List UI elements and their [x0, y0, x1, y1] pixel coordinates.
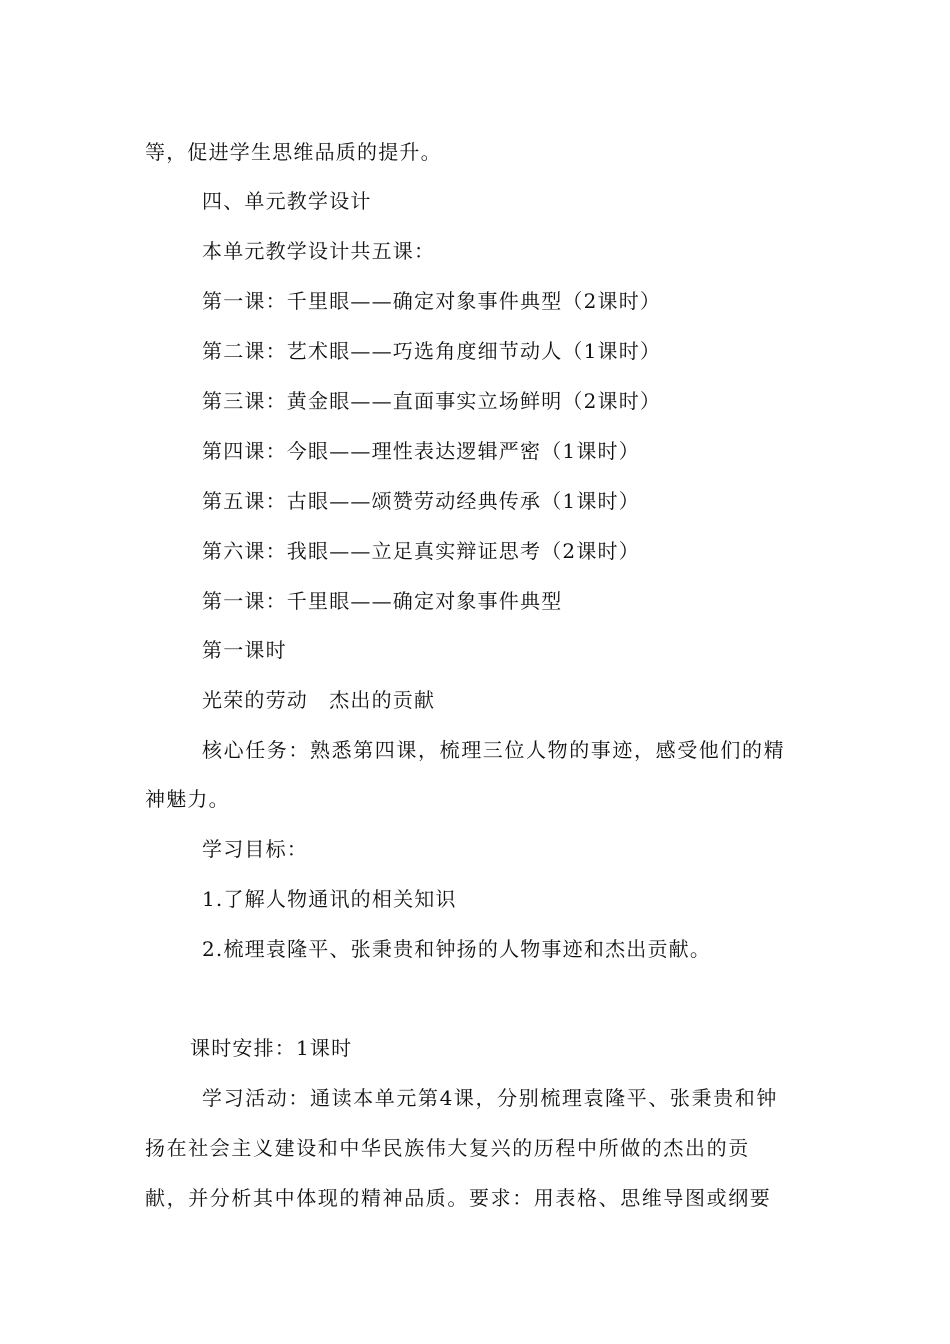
lesson-item-5: 第五课：古眼——颂赞劳动经典传承（1课时） [202, 489, 640, 513]
lesson-item-6: 第六课：我眼——立足真实辩证思考（2课时） [202, 539, 640, 563]
learning-activity-line-2: 扬在社会主义建设和中华民族伟大复兴的历程中所做的杰出的贡 [145, 1136, 750, 1160]
section-heading: 四、单元教学设计 [202, 189, 372, 213]
learning-goals-heading: 学习目标： [202, 837, 308, 861]
core-task-line-1: 核心任务：熟悉第四课，梳理三位人物的事迹，感受他们的精 [202, 738, 786, 762]
learning-goal-2: 2.梳理袁隆平、张秉贵和钟扬的人物事迹和杰出贡献。 [202, 937, 712, 961]
class-topic: 光荣的劳动 杰出的贡献 [202, 688, 436, 712]
core-task-line-2: 神魅力。 [145, 787, 230, 811]
learning-goal-1: 1.了解人物通讯的相关知识 [202, 887, 457, 911]
lesson-item-1: 第一课：千里眼——确定对象事件典型（2课时） [202, 289, 662, 313]
lesson-item-2: 第二课：艺术眼——巧选角度细节动人（1课时） [202, 339, 662, 363]
learning-activity-line-1: 学习活动：通读本单元第4课，分别梳理袁隆平、张秉贵和钟 [202, 1086, 778, 1110]
paragraph-continuation: 等，促进学生思维品质的提升。 [145, 140, 442, 164]
schedule: 课时安排：1课时 [190, 1036, 353, 1060]
lesson-item-4: 第四课：今眼——理性表达逻辑严密（1课时） [202, 439, 640, 463]
lesson-overview: 本单元教学设计共五课： [202, 239, 436, 263]
class-period-title: 第一课时 [202, 638, 287, 662]
lesson-title: 第一课：千里眼——确定对象事件典型 [202, 589, 563, 613]
lesson-item-3: 第三课：黄金眼——直面事实立场鲜明（2课时） [202, 389, 662, 413]
learning-activity-line-3: 献，并分析其中体现的精神品质。要求：用表格、思维导图或纲要 [145, 1186, 772, 1210]
